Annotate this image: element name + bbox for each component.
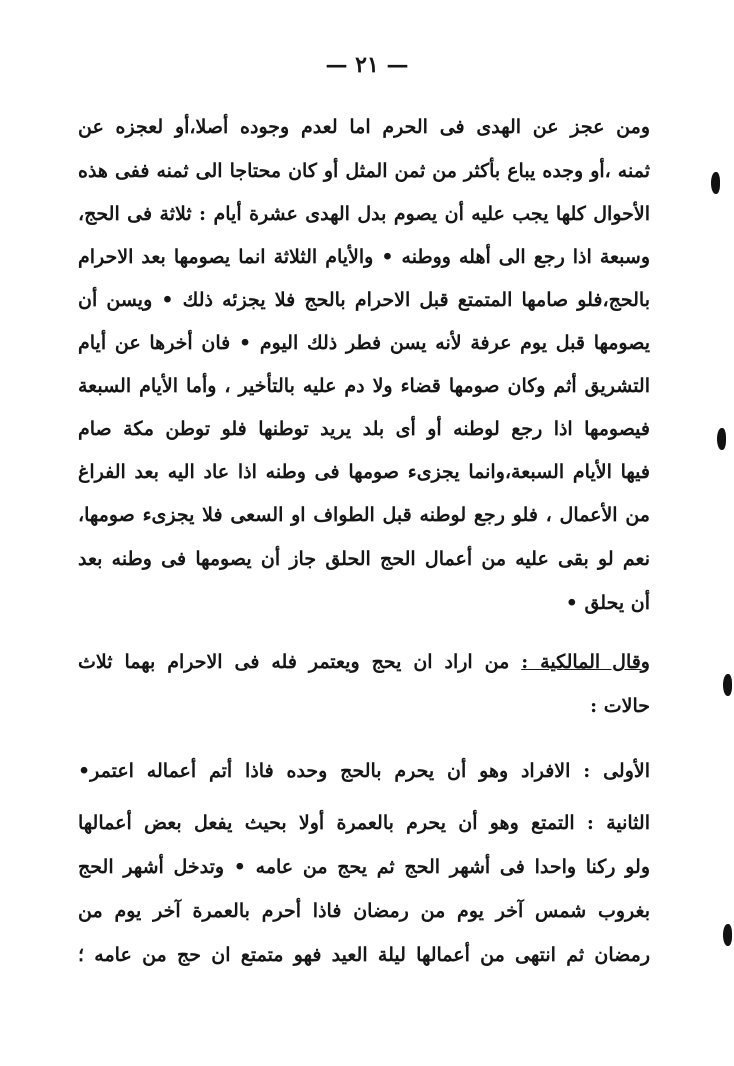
- binding-mark: [711, 172, 720, 194]
- text-line: بغروب شمس آخر يوم من رمضان فاذا أحرم بالعمرة آخر يوم من: [78, 900, 650, 922]
- text-line: رمضان ثم انتهى من أعمالها ليلة العيد فهو متمتع ان حج من عامه ؛: [78, 944, 650, 966]
- binding-mark: [723, 674, 732, 696]
- case-second: الثانية : التمتع وهو أن يحرم بالعمرة أولا بحيث يفعل بعض أعمالها: [78, 812, 650, 834]
- text-line: نعم لو بقى عليه من أعمال الحج الحلق جاز أن يصومها فى وطنه بعد: [78, 548, 650, 570]
- binding-mark: [717, 428, 726, 450]
- text-line: التشريق أثم وكان صومها قضاء ولا دم عليه بالتأخير ، وأما الأيام السبعة: [78, 375, 650, 397]
- maliki-text: من اراد ان يحج ويعتمر فله فى الاحرام بهما ثلاث: [78, 651, 510, 673]
- page-number: — ٢١ —: [325, 52, 409, 78]
- text-line: فيصومها اذا رجع لوطنه أو أى بلد يريد توطنها فلو توطن مكة صام: [78, 418, 650, 440]
- maliki-label: وقال المالكية :: [521, 651, 650, 673]
- text-line: فيها الأيام السبعة،وانما يجزىء صومها فى وطنه اذا عاد اليه بعد الفراغ: [78, 461, 650, 483]
- binding-mark: [723, 924, 732, 946]
- text-line: يصومها قبل يوم عرفة لأنه يسن فطر ذلك اليوم • فان أخرها عن أيام: [78, 332, 651, 354]
- text-line: ثمنه ،أو وجده يباع بأكثر من ثمن المثل أو كان محتاجا الى ثمنه ففى هذه: [78, 160, 650, 182]
- text-line: حالات :: [590, 695, 650, 717]
- text-line: وسبعة اذا رجع الى أهله ووطنه • والأيام الثلاثة انما يصومها بعد الاحرام: [78, 246, 650, 268]
- text-line: أن يحلق •: [565, 592, 650, 614]
- text-line: بالحج،فلو صامها المتمتع قبل الاحرام بالحج فلا يجزئه ذلك • ويسن أن: [78, 289, 650, 311]
- text-line: من الأعمال ، فلو رجع لوطنه قبل الطواف او السعى فلا يجزىء صومها،: [78, 504, 650, 526]
- text-line: ومن عجز عن الهدى فى الحرم اما لعدم وجوده أصلا،أو لعجزه عن: [78, 116, 650, 138]
- case-first: الأولى : الافراد وهو أن يحرم بالحج وحده فاذا أتم أعماله اعتمر•: [78, 760, 650, 782]
- text-line: الأحوال كلها يجب عليه أن يصوم بدل الهدى عشرة أيام : ثلاثة فى الحج،: [78, 203, 650, 225]
- text-line: ولو ركنا واحدا فى أشهر الحج ثم يحج من عامه • وتدخل أشهر الحج: [78, 856, 650, 878]
- maliki-line: [78, 648, 650, 676]
